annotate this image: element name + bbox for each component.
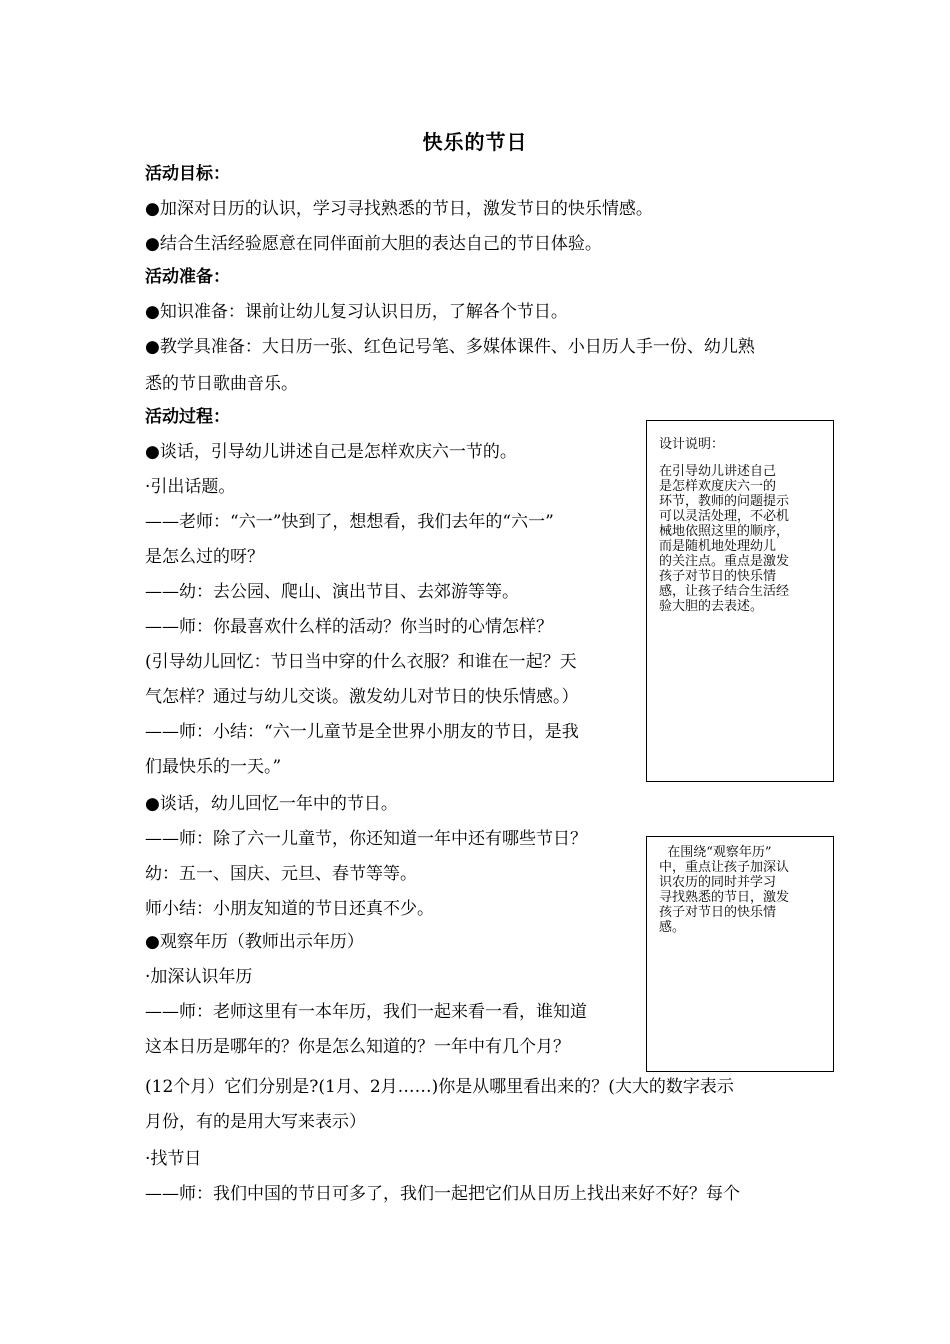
calendar-note-line: 感。 bbox=[659, 920, 686, 935]
paragraph-line: ——师：除了六一儿童节，你还知道一年中还有哪些节日？ bbox=[145, 829, 587, 849]
paragraph-line: ·找节日 bbox=[145, 1149, 202, 1169]
section-heading-process: 活动过程： bbox=[145, 407, 230, 427]
design-note-line: 的关注点。重点是激发 bbox=[659, 554, 790, 569]
paragraph-line: ●观察年历（教师出示年历） bbox=[145, 932, 364, 952]
design-note-line: 而是随机地处理幼儿 bbox=[659, 539, 777, 554]
paragraph-line: 月份，有的是用大写来表示） bbox=[145, 1112, 366, 1132]
calendar-note-line: 寻找熟悉的节日，激发 bbox=[659, 890, 790, 905]
paragraph-line: ●教学具准备：大日历一张、红色记号笔、多媒体课件、小日历人手一份、幼儿熟 bbox=[145, 337, 755, 357]
section-heading-goals: 活动目标： bbox=[145, 164, 230, 184]
design-note-line: 是怎样欢度庆六一的 bbox=[659, 479, 777, 494]
paragraph-line: ●知识准备：课前让幼儿复习认识日历，了解各个节日。 bbox=[145, 302, 568, 322]
design-note-line: 械地依照这里的顺序， bbox=[659, 524, 790, 539]
paragraph-line: 这本日历是哪年的？你是怎么知道的？一年中有几个月？ bbox=[145, 1037, 570, 1057]
paragraph-line: 是怎么过的呀？ bbox=[145, 547, 264, 567]
design-note-line: 环节，教师的问题提示 bbox=[659, 494, 790, 509]
design-note-line: 在引导幼儿讲述自己 bbox=[659, 464, 777, 479]
calendar-note-line: 识农历的同时并学习 bbox=[659, 875, 777, 890]
calendar-note-line: 中，重点让孩子加深认 bbox=[659, 860, 790, 875]
calendar-note-box bbox=[646, 836, 834, 1072]
paragraph-line: 们最快乐的一天。” bbox=[145, 757, 282, 777]
paragraph-line: (12个月）它们分别是?(1月、2月……)你是从哪里看出来的？(大大的数字表示 bbox=[145, 1077, 734, 1097]
paragraph-line: ●加深对日历的认识，学习寻找熟悉的节日，激发节日的快乐情感。 bbox=[145, 199, 653, 219]
paragraph-line: ——师：你最喜欢什么样的活动？你当时的心情怎样？ bbox=[145, 617, 553, 637]
paragraph-line: 悉的节日歌曲音乐。 bbox=[145, 374, 298, 394]
design-note-title: 设计说明： bbox=[659, 437, 725, 452]
paragraph-line: (引导幼儿回忆：节日当中穿的什么衣服？和谁在一起？天 bbox=[145, 652, 577, 672]
paragraph-line: 师小结：小朋友知道的节日还真不少。 bbox=[145, 899, 434, 919]
calendar-note-line: 孩子对节日的快乐情 bbox=[659, 905, 777, 920]
section-heading-preparation: 活动准备： bbox=[145, 267, 230, 287]
paragraph-line: ——幼：去公园、爬山、演出节目、去郊游等等。 bbox=[145, 582, 519, 602]
design-note-line: 孩子对节日的快乐情 bbox=[659, 569, 777, 584]
design-note-line: 可以灵活处理，不必机 bbox=[659, 509, 790, 524]
paragraph-line: ——师：我们中国的节日可多了，我们一起把它们从日历上找出来好不好？每个 bbox=[145, 1184, 740, 1204]
paragraph-line: 气怎样？通过与幼儿交谈。激发幼儿对节日的快乐情感。） bbox=[145, 687, 579, 707]
paragraph-line: ●谈话，引导幼儿讲述自己是怎样欢庆六一节的。 bbox=[145, 442, 517, 462]
paragraph-line: ——师：老师这里有一本年历，我们一起来看一看，谁知道 bbox=[145, 1002, 587, 1022]
paragraph-line: ——老师：“六一”快到了，想想看，我们去年的“六一” bbox=[145, 512, 554, 532]
paragraph-line: ·引出话题。 bbox=[145, 477, 236, 497]
paragraph-line: ·加深认识年历 bbox=[145, 967, 253, 987]
document-title: 快乐的节日 bbox=[422, 130, 528, 154]
calendar-note-line: 在围绕“观察年历” bbox=[659, 845, 772, 860]
design-note-box bbox=[646, 420, 834, 782]
design-note-line: 验大胆的去表述。 bbox=[659, 599, 764, 614]
paragraph-line: ——师：小结：“六一儿童节是全世界小朋友的节日，是我 bbox=[145, 722, 579, 742]
paragraph-line: ●结合生活经验愿意在同伴面前大胆的表达自己的节日体验。 bbox=[145, 234, 602, 254]
design-note-line: 感，让孩子结合生活经 bbox=[659, 584, 790, 599]
paragraph-line: ●谈话，幼儿回忆一年中的节日。 bbox=[145, 794, 398, 814]
paragraph-line: 幼：五一、国庆、元旦、春节等等。 bbox=[145, 864, 417, 884]
